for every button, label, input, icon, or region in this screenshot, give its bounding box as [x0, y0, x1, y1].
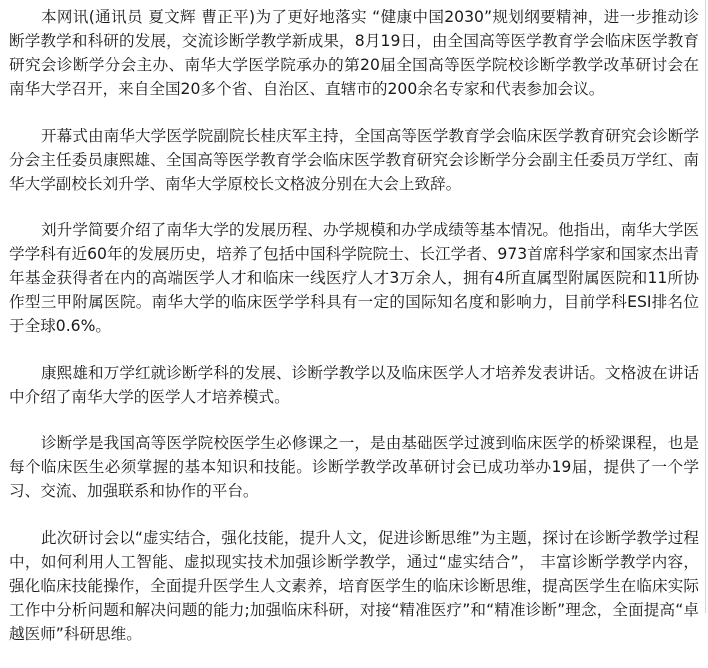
paragraph-university-overview: 刘升学简要介绍了南华大学的发展历程、办学规模和办学成绩等基本情况。他指出，南华大学医学学科有近60年的发展历史，培养了包括中国科学院院士、长江学者、973首席科学家和国家杰出青年基金获得者在内的高端医学人才和临床一线医疗人才3万余人，拥有4所直属型附属医院和11所协作型三甲附属医院。南华大学的临床医学学科具有一定的国际知名度和影响力，目前学科ESI排名位于全球0.6%。: [9, 221, 699, 335]
paragraph-conference-theme: 此次研讨会以“虚实结合，强化技能，提升人文，促进诊断思维”为主题，探讨在诊断学教学过程中，如何利用人工智能、虚拟现实技术加强诊断学教学，通过“虚实结合”， 丰富诊断学教学内容，强化临床技能操作，全面提升医学生人文素养，培育医学生的临床诊断思维，提高医学生在临床实际工作中分析问题和解决问题的能力;加强临床科研，对接“精准医疗”和“精准诊断”理念，全面提高“卓越医师”科研思维。: [9, 528, 699, 643]
paragraph-diagnostics-course: 诊断学是我国高等医学院校医学生必修课之一，是由基础医学过渡到临床医学的桥梁课程，也是每个临床医生必须掌握的基本知识和技能。诊断学教学改革研讨会已成功举办19届，提供了一个学习、交流、加强联系和协作的平台。: [9, 434, 699, 500]
paragraph-opening-ceremony: 开幕式由南华大学医学院副院长桂庆军主持，全国高等医学教育学会临床医学教育研究会诊断学分会主任委员康熙雄、全国高等医学教育学会临床医学教育研究会诊断学分会副主任委员万学红、南华大学副校长刘升学、南华大学原校长文格波分别在大会上致辞。: [9, 126, 699, 193]
paragraph-intro: 本网讯(通讯员 夏文辉 曹正平)为了更好地落实 “健康中国2030”规划纲要精神，进一步推动诊断学教学和科研的发展，交流诊断学教学新成果，8月19日，由全国高等医学教育学会临床医学教育研究会诊断学分会主办、南华大学医学院承办的第20届全国高等医学院校诊断学教学改革研讨会在南华大学召开，来自全国20多个省、自治区、直辖市的200余名专家和代表参加会议。: [9, 8, 699, 98]
paragraph-speeches: 康熙雄和万学红就诊断学科的发展、诊断学教学以及临床医学人才培养发表讲话。文格波在讲话中介绍了南华大学的医学人才培养模式。: [9, 363, 699, 406]
article-body: [9, 5, 699, 668]
